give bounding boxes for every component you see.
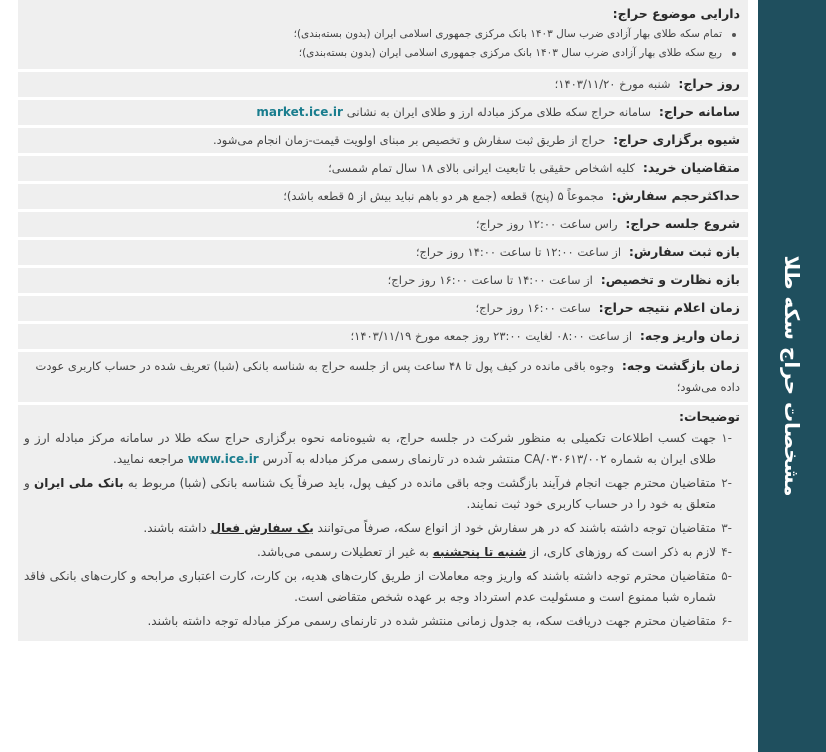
- note-text: [24, 542, 716, 563]
- assets-label: دارایی موضوع حراج:: [612, 6, 740, 21]
- note-text-part: مراجعه نمایید.: [113, 452, 184, 466]
- note-text-part: متقاضیان توجه داشته باشند که در هر سفارش خود از انواع سکه، صرفاً می‌توانند: [317, 521, 716, 535]
- row-label: روز حراج:: [678, 76, 740, 91]
- row-label: شیوه برگزاری حراج:: [613, 132, 740, 147]
- row-order-window: [18, 240, 748, 265]
- row-deposit-time: [18, 324, 748, 349]
- row-label: زمان اعلام نتیجه حراج:: [598, 300, 740, 315]
- row-value: مجموعاً ۵ (پنج) قطعه (جمع هر دو باهم نباید بیش از ۵ قطعه باشد)؛: [283, 189, 604, 203]
- row-allocation-window: [18, 268, 748, 293]
- note-text: [24, 428, 716, 470]
- note-text: متقاضیان محترم جهت دریافت سکه، به جدول زمانی منتشر شده در تارنمای رسمی مرکز مبادله توجه داشته باشند.: [147, 614, 716, 628]
- row-label: سامانه حراج:: [658, 104, 740, 119]
- row-auction-day: [18, 72, 748, 97]
- note-number: -۲: [721, 476, 732, 490]
- note-item: [24, 611, 740, 632]
- row-auction-method: [18, 128, 748, 153]
- assets-list: [24, 25, 740, 63]
- row-session-start: [18, 212, 748, 237]
- note-number: -۵: [721, 569, 732, 583]
- row-value: راس ساعت ۱۲:۰۰ روز حراج؛: [475, 217, 618, 231]
- row-label: بازه ثبت سفارش:: [628, 244, 740, 259]
- note-item: [24, 473, 740, 515]
- row-value: حراج از طریق ثبت سفارش و تخصیص بر مبنای اولویت قیمت-زمان انجام می‌شود.: [213, 133, 606, 147]
- row-buyers: [18, 156, 748, 181]
- row-auction-system: [18, 100, 748, 125]
- row-value: از ساعت ۱۲:۰۰ تا ساعت ۱۴:۰۰ روز حراج؛: [415, 245, 622, 259]
- note-text: متقاضیان محترم توجه داشته باشند که واریز وجه معاملات از طریق کارت‌های هدیه، بن کارت، کارت اعتباری مرابحه و کارت‌های بانکی فاقد شماره شبا ممنوع است و مسئولیت عدم استرداد وجه بر عهده شخص متقاضی است.: [24, 569, 716, 604]
- row-value: از ساعت ۱۴:۰۰ تا ساعت ۱۶:۰۰ روز حراج؛: [387, 273, 593, 287]
- note-number: -۳: [721, 521, 732, 535]
- note-emphasis: یک سفارش فعال: [210, 521, 314, 535]
- notes-section: [18, 405, 748, 641]
- note-number: -۴: [721, 545, 732, 559]
- note-number: -۶: [721, 614, 732, 628]
- row-label: بازه نظارت و تخصیص:: [600, 272, 740, 287]
- row-value: از ساعت ۰۸:۰۰ لغایت ۲۳:۰۰ روز جمعه مورخ ۱۴۰۳/۱۱/۱۹؛: [350, 329, 633, 343]
- sidebar-banner: [758, 0, 826, 752]
- asset-item-quarter-coin: ربع سکه طلای بهار آزادی ضرب سال ۱۴۰۳ بانک مرکزی جمهوری اسلامی ایران (بدون بسته‌بندی)؛: [24, 44, 722, 63]
- note-text: [24, 473, 716, 515]
- row-value: کلیه اشخاص حقیقی با تابعیت ایرانی بالای ۱۸ سال تمام شمسی؛: [328, 161, 636, 175]
- row-max-order: [18, 184, 748, 209]
- note-text-part: به غیر از تعطیلات رسمی می‌باشد.: [256, 545, 429, 559]
- row-label: متقاضیان خرید:: [642, 160, 740, 175]
- note-text: [24, 518, 716, 539]
- note-text-part: و متعلق به خود را در حساب کاربری خود ثبت نمایند.: [24, 476, 716, 511]
- row-value: ساعت ۱۶:۰۰ روز حراج؛: [475, 301, 591, 315]
- row-label: حداکثرحجم سفارش:: [611, 188, 740, 203]
- row-result-time: [18, 296, 748, 321]
- market-link[interactable]: market.ice.ir: [256, 105, 343, 119]
- note-text-part: جهت کسب اطلاعات تکمیلی به منظور شرکت در جلسه حراج، به شیوه‌نامه نحوه برگزاری حراج سکه طلا در سامانه مرکز مبادله ارز و طلای ایران به شماره CA/۰۳۰۶۱۳/۰۰۲ منتشر شده در تارنمای رسمی مرکز مبادله به آدرس: [24, 431, 716, 466]
- note-number: -۱: [721, 431, 732, 445]
- note-item: [24, 428, 740, 470]
- row-value: سامانه حراج سکه طلای مرکز مبادله ارز و طلای ایران به نشانی: [346, 105, 652, 119]
- row-refund-time: [18, 352, 748, 402]
- note-item: [24, 566, 740, 608]
- row-label: شروع جلسه حراج:: [625, 216, 740, 231]
- note-item: [24, 542, 740, 563]
- row-value: شنبه مورخ ۱۴۰۳/۱۱/۲۰؛: [554, 77, 671, 91]
- note-emphasis: شنبه تا پنجشنبه: [432, 545, 527, 559]
- assets-section: [18, 0, 748, 69]
- notes-title: توضیحات:: [679, 409, 740, 424]
- row-value: وجوه باقی مانده در کیف پول تا ۴۸ ساعت پس از جلسه حراج به شناسه بانکی (شبا) تعریف شده در حساب کاربری عودت داده می‌شود؛: [35, 359, 740, 394]
- note-emphasis: بانک ملی ایران: [33, 476, 124, 490]
- row-label: زمان واریز وجه:: [639, 328, 740, 343]
- ice-website-link[interactable]: www.ice.ir: [187, 452, 259, 466]
- note-text-part: لازم به ذکر است که روزهای کاری، از: [530, 545, 716, 559]
- row-label: زمان بازگشت وجه:: [621, 358, 740, 373]
- note-text-part: داشته باشند.: [143, 521, 207, 535]
- note-item: [24, 518, 740, 539]
- sidebar-title: مشخصات حراج سکه طلا: [780, 255, 804, 497]
- asset-item-full-coin: تمام سکه طلای بهار آزادی ضرب سال ۱۴۰۳ بانک مرکزی جمهوری اسلامی ایران (بدون بسته‌بندی)؛: [24, 25, 722, 44]
- note-text-part: متقاضیان محترم جهت انجام فرآیند بازگشت وجه باقی مانده در کیف پول، باید صرفاً یک شناسه بانکی (شبا) مربوط به: [127, 476, 716, 490]
